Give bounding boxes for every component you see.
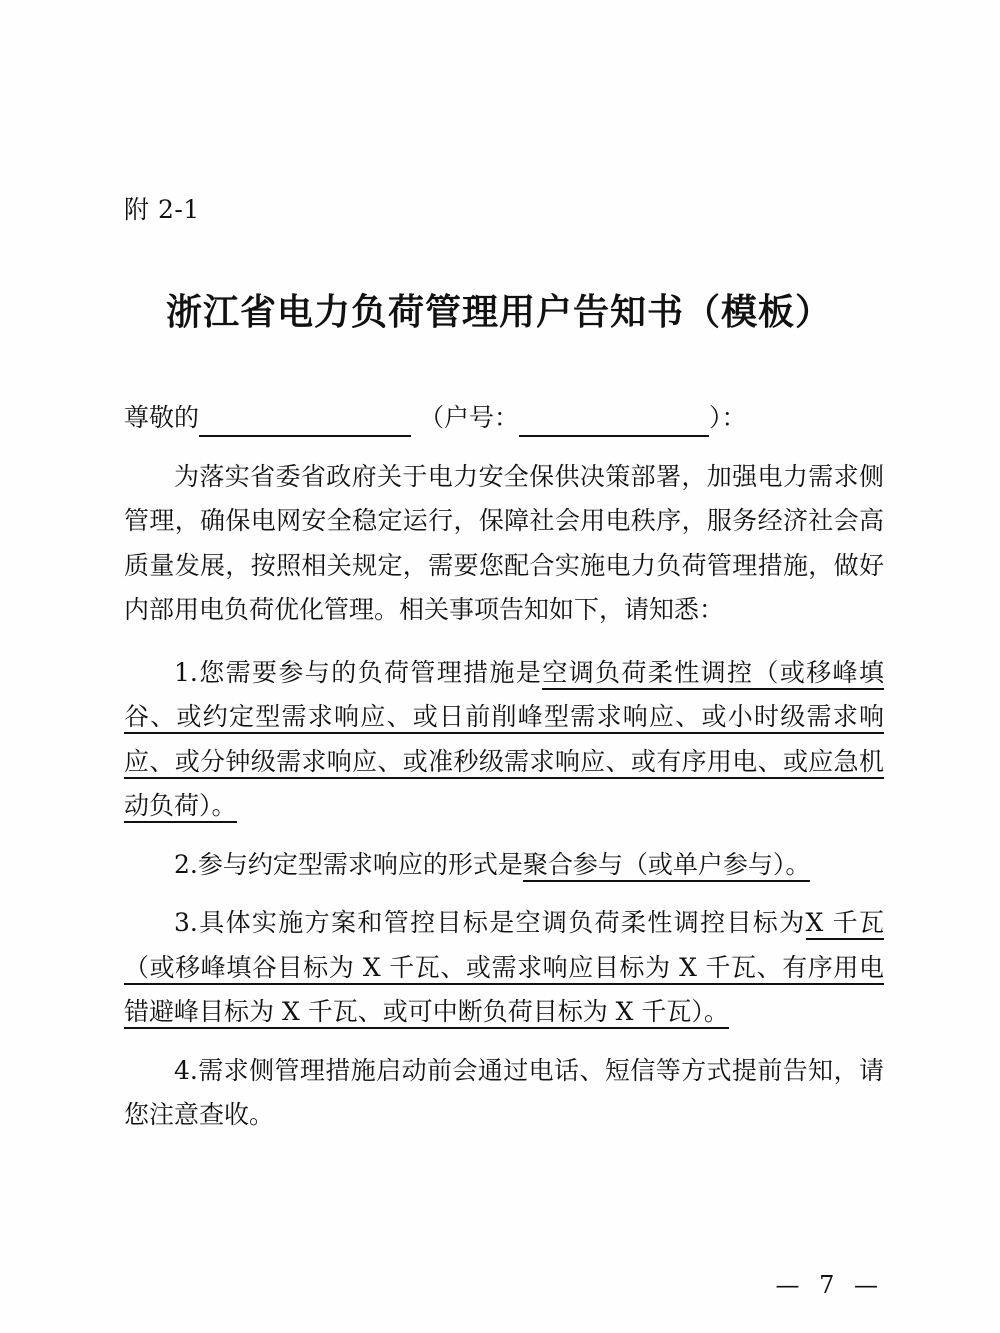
page-title: 浙江省电力负荷管理用户告知书（模板） — [165, 291, 832, 333]
paragraph-item-4: 4.需求侧管理措施启动前会通过电话、短信等方式提前告知，请您注意查收。 — [124, 1055, 884, 1129]
item-1-lead: 1.您需要参与的负荷管理措施是 — [174, 657, 543, 687]
item-3-lead: 3.具体实施方案和管控目标是空调负荷柔性调控目标为 — [174, 908, 806, 937]
salutation-suffix: ）： — [708, 403, 747, 432]
paragraph-item-2 — [124, 843, 884, 888]
paragraph-intro: 为落实省委省政府关于电力安全保供决策部署，加强电力需求侧管理，确保电网安全稳定运行，保障社会用电秩序，服务经济社会高质量发展，按照相关规定，需要您配合实施电力负荷管理措施，做好内部用电负荷优化管理。相关事项告知如下，请知悉： — [124, 461, 884, 624]
customer-name-blank[interactable] — [199, 407, 411, 437]
document-content — [124, 0, 884, 1138]
salutation-line — [124, 399, 884, 437]
attachment-label: 附 2-1 — [124, 195, 200, 224]
item-1-underlined: 空调负荷柔性调控（或移峰填谷、或约定型需求响应、或日前削峰型需求响应、或小时级需求响应、或分钟级需求响应、或准秒级需求响应、或有序用电、或应急机动负荷）。 — [124, 658, 884, 824]
page-number: — 7 — — [775, 1271, 884, 1299]
item-2-underlined: 聚合参与（或单户参与）。 — [523, 850, 811, 882]
item-3-underlined: X 千瓦（或移峰填谷目标为 X 千瓦、或需求响应目标为 X 千瓦、有序用电错避峰目标为 X 千瓦、或可中断负荷目标为 X 千瓦）。 — [124, 908, 884, 1029]
item-2-lead: 2.参与约定型需求响应的形式是 — [174, 849, 523, 879]
account-number-blank[interactable] — [519, 407, 709, 437]
salutation-prefix: 尊敬的 — [124, 403, 200, 432]
account-prefix: （户号： — [418, 403, 519, 432]
paragraph-item-1 — [124, 651, 884, 829]
paragraph-item-3 — [124, 901, 884, 1035]
